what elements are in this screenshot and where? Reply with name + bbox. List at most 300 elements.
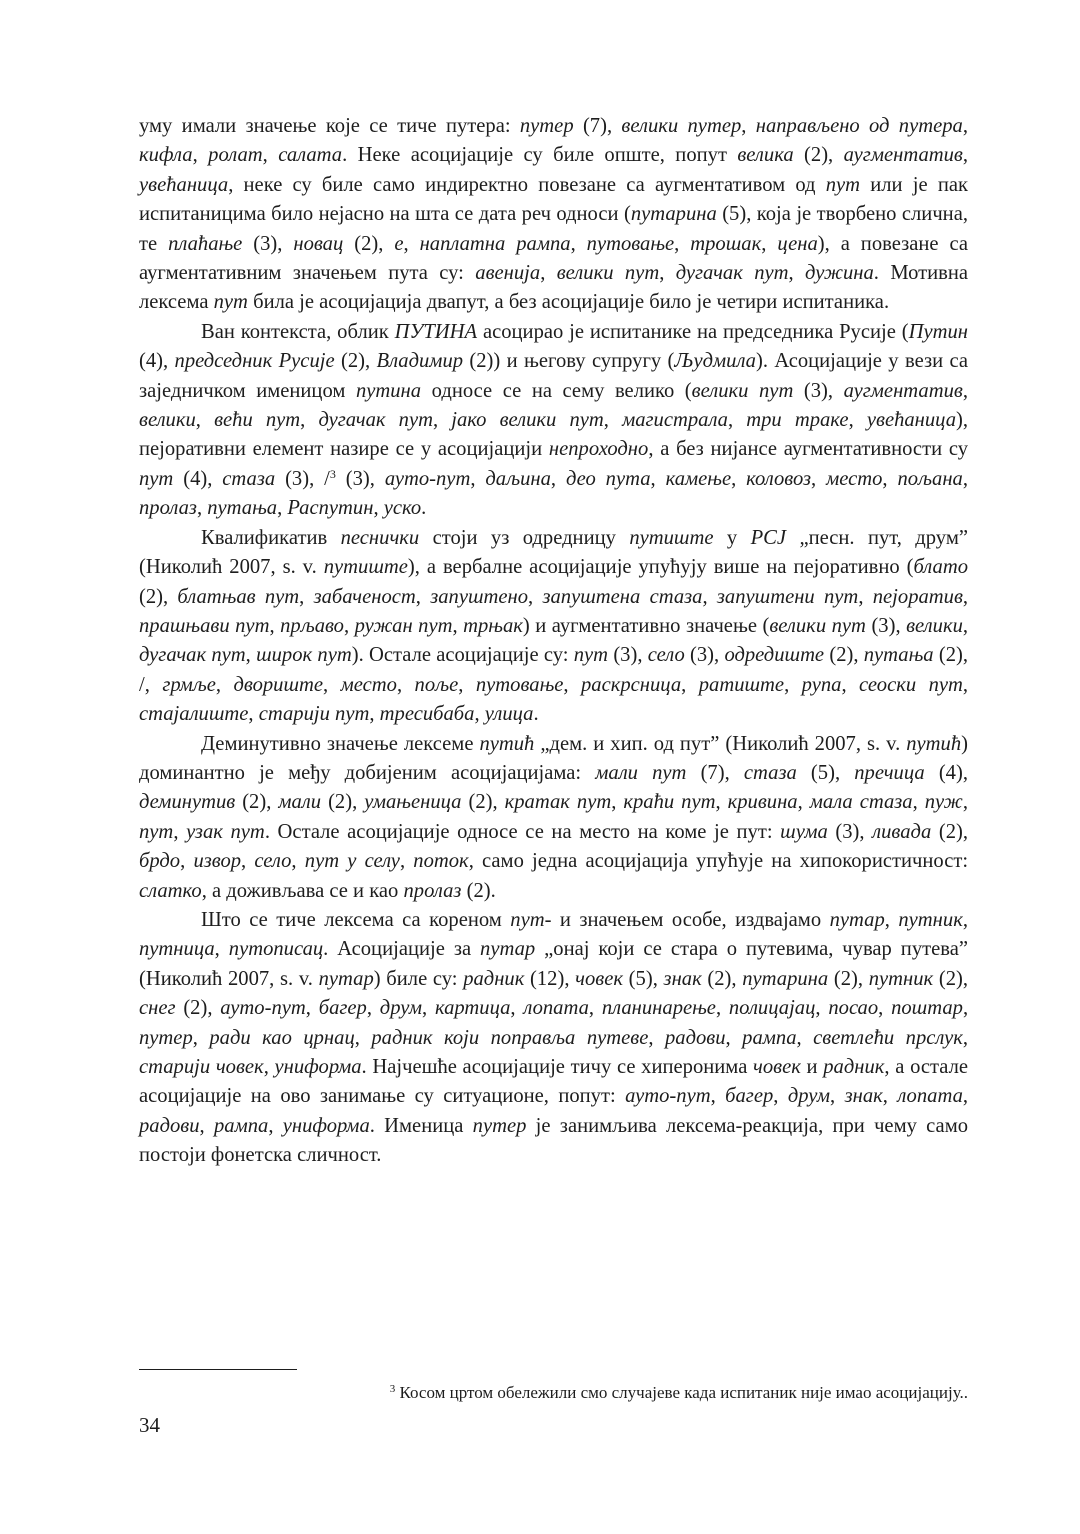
text-run: (2)) и његову супругу ( — [463, 350, 675, 373]
text-run: (2), — [931, 820, 969, 843]
italic-term: дужина — [805, 262, 874, 285]
text-run: , — [962, 997, 969, 1020]
italic-term: путиште — [323, 556, 408, 579]
text-run: , — [841, 673, 860, 696]
text-run: (3), — [684, 644, 725, 667]
text-run: , — [962, 1085, 969, 1108]
italic-term: ПУТИНА — [394, 320, 478, 343]
text-run: , — [773, 1085, 788, 1108]
italic-term: е — [394, 232, 404, 255]
text-run: , — [291, 850, 305, 873]
italic-term: наплатна рампа — [419, 232, 571, 255]
italic-term: пролаз — [139, 497, 197, 520]
italic-term: улица — [484, 703, 534, 726]
italic-term: направљено од путера — [755, 115, 963, 137]
italic-term: дугачак пут — [318, 409, 433, 432]
italic-term: тресибаба — [379, 703, 475, 726]
italic-term: извор — [193, 850, 242, 873]
text-run: , — [268, 1114, 283, 1137]
text-run: , — [422, 997, 435, 1020]
italic-term: поштар — [891, 997, 963, 1020]
italic-term: раскрсница — [580, 673, 682, 696]
italic-term: аугментатив — [843, 379, 963, 402]
italic-term: путина — [355, 379, 422, 402]
text-run: (2), — [235, 791, 279, 814]
text-run: , — [588, 997, 602, 1020]
text-run: (2). — [461, 879, 496, 902]
italic-term: посао — [828, 997, 879, 1020]
text-run: , — [878, 997, 892, 1020]
text-run: ). Остале асоцијације су: — [351, 644, 574, 667]
italic-term: човек — [753, 1056, 801, 1078]
text-run: „дем. и хип. од пут” (Николић 2007, s. v. — [534, 732, 907, 755]
italic-term: сеоски пут — [859, 673, 963, 696]
italic-term: слатко — [139, 879, 202, 902]
italic-term: РСЈ — [750, 526, 787, 549]
italic-term: путић — [906, 732, 962, 755]
text-run: , — [659, 262, 676, 285]
text-run: (2), — [828, 967, 869, 990]
text-run: ), а повезане са аугментативним значењем пута су: — [139, 232, 969, 285]
text-run: , — [882, 1085, 898, 1108]
footnote-3 — [139, 1377, 968, 1405]
text-run: , — [727, 409, 747, 432]
text-run: (7), — [573, 115, 622, 137]
text-run: , — [369, 703, 380, 726]
text-run: односе се на сему велико ( — [421, 379, 692, 402]
text-run: , — [199, 1114, 214, 1137]
italic-term: краћи пут — [623, 791, 716, 814]
italic-term: село — [254, 850, 292, 873]
text-run: , — [674, 232, 691, 255]
italic-term: Распутин — [287, 497, 374, 520]
italic-term: мали — [278, 791, 322, 814]
text-run: (2), — [461, 791, 505, 814]
text-run: , — [195, 409, 215, 432]
italic-term: брдо — [139, 850, 181, 873]
italic-term: деминутив — [139, 791, 236, 814]
italic-term: путер — [519, 115, 574, 137]
text-run: ) доминантно је међу добијеним асоцијацијама: — [139, 732, 968, 784]
text-run: ), а вербалне асоцијације упућују више на пејоративно ( — [407, 556, 914, 579]
text-run: , — [962, 1026, 969, 1049]
text-run: , а без нијансе аугментативности су — [648, 438, 968, 461]
text-run: (2), — [824, 644, 864, 667]
italic-term: путник — [898, 908, 963, 931]
italic-term: авенија — [475, 262, 541, 285]
italic-term: магистрала — [622, 409, 728, 432]
text-run: ) и аугментативно значење ( — [522, 614, 770, 637]
text-run: , — [761, 232, 778, 255]
text-run: (2), — [343, 232, 395, 255]
text-run: , — [830, 1085, 845, 1108]
text-run: , — [962, 115, 968, 137]
text-run: ). Асоцијације у вези са заједничком именицом — [139, 350, 969, 402]
italic-term: увећаница — [139, 173, 229, 196]
paragraph-2 — [139, 318, 968, 524]
italic-term: одредиште — [724, 644, 825, 667]
italic-term: багер — [318, 997, 367, 1020]
italic-term: радник — [823, 1056, 885, 1078]
text-run: , — [433, 409, 452, 432]
text-run: је занимљива лексема-реакција, при чему само постоји фонетска сличност. — [139, 1114, 969, 1167]
italic-term: путовање — [475, 673, 564, 696]
text-run: (2), — [175, 997, 221, 1020]
text-run: , — [882, 467, 898, 490]
text-run: , — [702, 585, 717, 608]
text-run: (4), — [924, 761, 968, 784]
italic-term: забаченост — [313, 585, 416, 608]
text-run: , — [815, 997, 829, 1020]
italic-term: коловоз — [746, 467, 812, 490]
text-run: , — [173, 820, 187, 843]
text-run: , — [710, 1085, 726, 1108]
italic-term: трошак — [690, 232, 762, 255]
text-run: , — [399, 850, 414, 873]
italic-term: место — [826, 467, 883, 490]
text-run: (2), — [321, 791, 365, 814]
italic-term: кифла — [139, 144, 193, 167]
text-run: , а доживљава се и као — [201, 879, 404, 902]
text-run: , — [550, 467, 566, 490]
italic-term: пуж — [924, 791, 963, 814]
text-run: , а остале асоцијације на ово занимање су ситуационе, попут: — [139, 1056, 969, 1108]
text-run: , — [611, 791, 624, 814]
text-run: , — [725, 1026, 743, 1049]
text-run: , — [811, 467, 827, 490]
italic-term: путарина — [742, 967, 829, 990]
italic-term: трњак — [463, 614, 523, 637]
italic-term: шума — [780, 820, 828, 843]
text-run: , — [681, 673, 699, 696]
italic-term: даљина — [485, 467, 551, 490]
text-run: (5), која је творбено слична, те — [139, 203, 968, 255]
text-run: (3), — [242, 232, 294, 255]
text-run: , — [277, 497, 288, 520]
text-run: (3), — [608, 644, 648, 667]
italic-term: рупа — [801, 673, 842, 696]
italic-term: друм — [787, 1085, 831, 1108]
italic-term: путић — [479, 732, 535, 755]
text-run: , — [715, 791, 728, 814]
italic-term: село — [647, 644, 685, 667]
italic-term: пут — [573, 644, 609, 667]
italic-term: умањеница — [364, 791, 462, 814]
text-run: ), пејоративни елемент назире се у асоцијацији — [139, 409, 969, 461]
text-run: , — [269, 614, 281, 637]
text-run: , неке су биле само индиректно повезане са аугментативом од — [228, 173, 826, 196]
text-run: , — [248, 703, 259, 726]
text-run: Што се тиче лексема са кореном — [201, 908, 511, 931]
text-run: (5), — [796, 761, 855, 784]
italic-term: стаза — [743, 761, 797, 784]
text-run: , — [245, 644, 257, 667]
text-run: , — [788, 262, 806, 285]
italic-term: Људмила — [674, 350, 756, 373]
text-run: , — [650, 467, 666, 490]
italic-term: путања — [863, 644, 934, 667]
text-run: , — [215, 673, 234, 696]
text-run: , — [510, 997, 524, 1020]
text-run: , — [196, 497, 208, 520]
text-run: , — [452, 614, 464, 637]
italic-term: мали пут — [595, 761, 687, 784]
italic-term: стаза — [222, 467, 276, 490]
italic-term: део пута — [565, 467, 651, 490]
text-run: (7), — [686, 761, 744, 784]
text-run: , — [343, 614, 355, 637]
text-run: (2), — [334, 350, 377, 373]
italic-term: рампа — [213, 1114, 269, 1137]
text-run: Квалификатив — [201, 526, 341, 549]
footnote-separator — [139, 1369, 297, 1370]
text-run: (2), — [933, 967, 969, 990]
italic-term: путница — [139, 938, 215, 961]
italic-term: ролат — [208, 144, 263, 167]
italic-term: запуштено — [430, 585, 529, 608]
italic-term: путар — [829, 908, 885, 931]
text-run: , — [962, 614, 969, 637]
text-run: Деминутивно значење лексеме — [201, 732, 480, 755]
text-run: , — [474, 703, 485, 726]
italic-term: велики пут — [556, 262, 660, 285]
text-run: , само једна асоцијација упућује на хипокористичност: — [468, 850, 969, 873]
italic-term: пут — [825, 173, 861, 196]
text-run: . Именица — [369, 1114, 473, 1137]
text-run: уму имали значење које се тиче путера: — [139, 115, 520, 137]
italic-term: ауто-пут — [384, 467, 471, 490]
text-run: , — [214, 938, 229, 961]
italic-term: увећаница — [866, 409, 957, 432]
italic-term: путописац — [228, 938, 324, 961]
text-run: , — [848, 409, 867, 432]
italic-term: кратак пут — [504, 791, 612, 814]
text-run: , — [715, 997, 729, 1020]
text-run: , — [962, 585, 969, 608]
italic-term: пут — [139, 467, 174, 490]
paragraph-5 — [139, 906, 968, 1171]
text-run: , — [784, 673, 802, 696]
text-run: . Неке асоцијације су биле опште, попут — [342, 144, 738, 167]
text-run: . Остале асоцијације односе се на место на коме је пут: — [264, 820, 781, 843]
text-run: (2), — [701, 967, 743, 990]
text-run: , — [962, 467, 969, 490]
italic-term: путер — [139, 1026, 193, 1049]
italic-term: светлећи прслук — [813, 1026, 963, 1049]
text-run: , — [305, 997, 319, 1020]
italic-term: запуштена стаза — [542, 585, 703, 608]
italic-term: багер — [725, 1085, 774, 1108]
italic-term: већи пут — [214, 409, 301, 432]
italic-term: радови — [139, 1114, 200, 1137]
italic-term: радник — [463, 967, 525, 990]
footnote-text: Косом цртом обележили смо случајеве када испитаник није имао асоцијацију.. — [395, 1383, 968, 1402]
italic-term: лопата — [523, 997, 589, 1020]
text-run: , — [962, 908, 968, 931]
italic-term: ружан пут — [354, 614, 453, 637]
italic-term: прашњави пут — [139, 614, 270, 637]
text-run: (2), — [139, 585, 178, 608]
italic-term: путарина — [630, 203, 717, 226]
italic-term: поток — [413, 850, 469, 873]
italic-term: цена — [777, 232, 818, 255]
italic-term: велики путер — [621, 115, 742, 137]
italic-term: грмље — [162, 673, 216, 696]
italic-term: друм — [379, 997, 423, 1020]
text-run: , — [323, 673, 341, 696]
italic-term: двориште — [233, 673, 324, 696]
italic-term: салата — [278, 144, 343, 167]
text-run: и — [800, 1056, 824, 1078]
text-run: у — [713, 526, 751, 549]
text-run: , — [366, 997, 380, 1020]
text-run: (2), — [793, 144, 844, 167]
footnote-reference: 3 — [329, 466, 336, 481]
text-run: , — [858, 585, 873, 608]
italic-term: стајалиште — [139, 703, 249, 726]
italic-term: путар — [318, 967, 374, 990]
text-run: , — [396, 673, 415, 696]
text-run: . — [533, 703, 539, 726]
text-run: ) биле су: — [373, 967, 464, 990]
italic-term: пејоратив — [872, 585, 963, 608]
text-run: „онај који се стара о путевима, чувар путева” (Николић 2007, s. v. — [139, 938, 968, 990]
italic-term: радови — [664, 1026, 726, 1049]
italic-term: полицајац — [728, 997, 816, 1020]
italic-term: путиште — [629, 526, 714, 549]
text-run: , — [415, 585, 431, 608]
text-run: . Најчешће асоцијације тичу се хиперонима — [361, 1056, 754, 1078]
italic-term: мала стаза — [809, 791, 913, 814]
italic-term: картица — [434, 997, 511, 1020]
italic-term: радник који поправља путеве — [371, 1026, 649, 1049]
text-run: , — [262, 144, 279, 167]
footnote-marker: 3 — [389, 1383, 396, 1395]
text-run: (5), — [623, 967, 664, 990]
text-run: , — [648, 1026, 665, 1049]
text-run: . Асоцијације за — [323, 938, 481, 961]
text-run: , — [731, 467, 747, 490]
text-run: , — [470, 467, 486, 490]
italic-term: непроходно — [548, 438, 649, 461]
text-run: , — [603, 409, 623, 432]
italic-term: снег — [139, 997, 176, 1020]
text-run: (3), / — [275, 467, 330, 490]
italic-term: путар — [480, 938, 536, 961]
text-run: стоји уз одредницу — [419, 526, 630, 549]
text-run: . Мотивна лексема — [139, 262, 969, 314]
text-run: , — [241, 850, 255, 873]
text-run: „песн. пут, друм” (Николић 2007, s. v. — [139, 526, 968, 579]
text-run: или је пак испитаницима било нејасно на шта се дата реч односи ( — [139, 173, 968, 226]
italic-term: велики пут — [691, 379, 794, 402]
italic-term: кривина — [727, 791, 798, 814]
text-run: (12), — [524, 967, 576, 990]
italic-term: путер — [472, 1114, 527, 1137]
italic-term: униформа — [282, 1114, 370, 1137]
italic-term: песнички — [340, 526, 420, 549]
italic-term: јако велики пут — [451, 409, 604, 432]
text-run: , — [458, 673, 476, 696]
text-run: била је асоцијација двапут, а без асоцијације било је четири испитаника. — [247, 291, 890, 314]
text-run: , — [299, 585, 314, 608]
text-run: , — [884, 908, 899, 931]
italic-term: поље — [414, 673, 459, 696]
italic-term: ауто-пут — [625, 1085, 711, 1108]
italic-term: три траке — [746, 409, 849, 432]
italic-term: ливада — [872, 820, 932, 843]
text-run: , — [263, 1056, 275, 1078]
italic-term: пут — [213, 291, 248, 314]
text-run: и значењем особе, издвајамо — [551, 908, 830, 931]
text-run: , — [540, 262, 557, 285]
text-run: (3), — [865, 614, 907, 637]
italic-term: велики — [906, 614, 963, 637]
paragraph-3 — [139, 524, 968, 730]
text-run: , — [192, 144, 209, 167]
italic-term: ратиште — [698, 673, 785, 696]
italic-term: плаћање — [168, 232, 243, 255]
italic-term: путања — [207, 497, 278, 520]
italic-term: пречица — [854, 761, 925, 784]
italic-term: прљаво — [280, 614, 344, 637]
text-run: , — [354, 1026, 372, 1049]
text-run: , — [180, 850, 194, 873]
italic-term: планинарење — [601, 997, 716, 1020]
text-run: , — [192, 1026, 210, 1049]
italic-term: путник — [868, 967, 934, 990]
italic-term: старији човек — [139, 1056, 264, 1078]
text-run: асоцирао је испитанике на председника Русије ( — [477, 320, 909, 343]
italic-term: знак — [844, 1085, 883, 1108]
text-run: , — [962, 379, 968, 402]
italic-term: човек — [575, 967, 624, 990]
text-run: (4), — [139, 350, 175, 373]
text-run: , — [528, 585, 543, 608]
italic-term: велики — [139, 409, 196, 432]
italic-term: уско — [383, 497, 422, 520]
text-run: , — [797, 791, 810, 814]
italic-term: ауто-пут — [220, 997, 306, 1020]
italic-term: Путин — [908, 320, 968, 343]
italic-term: узак пут — [186, 820, 265, 843]
text-run: , — [962, 673, 969, 696]
italic-term: блато — [913, 556, 968, 579]
text-run: , — [570, 232, 587, 255]
italic-term: блатњав пут — [177, 585, 300, 608]
text-run: (3), — [827, 820, 873, 843]
text-run: (2), /, — [139, 644, 968, 696]
italic-term: путовање — [586, 232, 675, 255]
text-run: , — [563, 673, 581, 696]
italic-term: запуштени пут — [716, 585, 859, 608]
italic-term: рампа — [742, 1026, 797, 1049]
italic-term: пролаз — [403, 879, 462, 902]
italic-term: знак — [663, 967, 702, 990]
text-run: (4), — [173, 467, 223, 490]
italic-term: место — [340, 673, 397, 696]
italic-term: пут у селу — [304, 850, 400, 873]
italic-term: дугачак пут — [675, 262, 789, 285]
text-run: , — [741, 115, 756, 137]
italic-term: старији пут — [258, 703, 370, 726]
text-run: Ван контекста, облик — [201, 320, 395, 343]
text-run: , — [962, 144, 969, 167]
paragraph-1 — [139, 112, 968, 318]
italic-term: велика — [737, 144, 794, 167]
italic-term: председник Русије — [174, 350, 335, 373]
page-number: 34 — [139, 1413, 160, 1437]
